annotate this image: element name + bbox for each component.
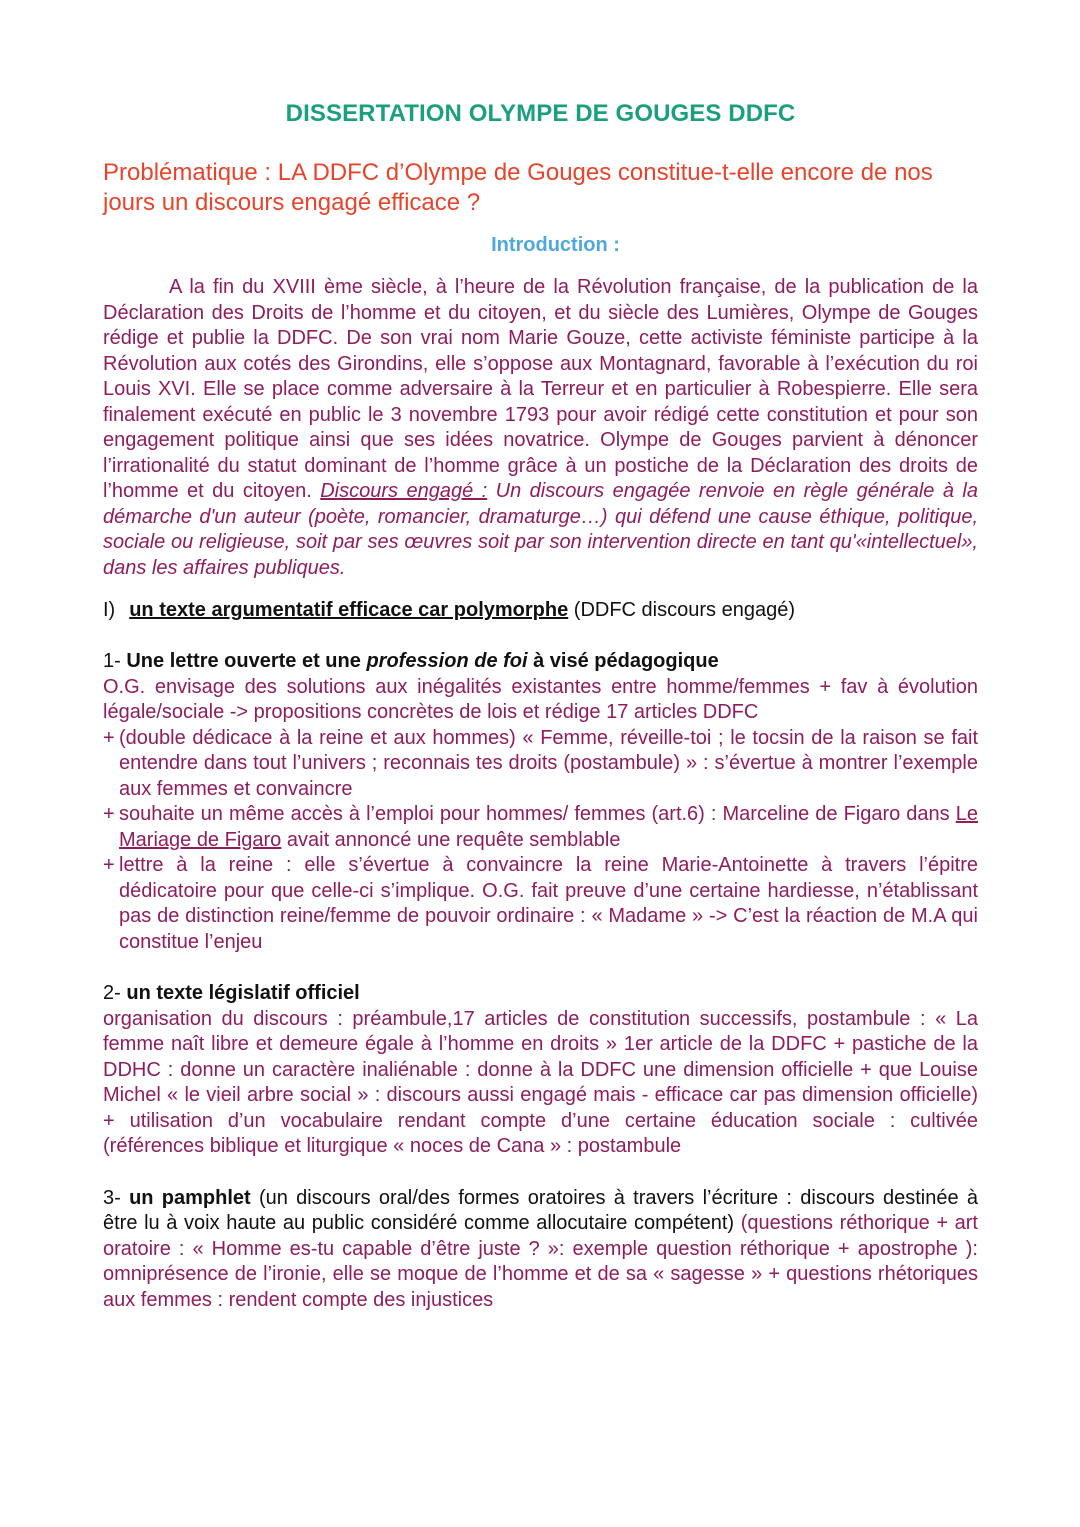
list-item-text: lettre à la reine : elle s’évertue à convaincre la reine Marie-Antoinette à travers l’épitre dédicatoire pour que celle-ci s’implique. O.G. fait preuve d’une certaine hardiesse, n’établissant pas de distinction reine/femme de pouvoir ordinaire : « Madame » -> C’est la réaction de M.A qui constitue l’enjeu: [119, 854, 978, 953]
subsection-1-title-em: profession de foi: [366, 650, 528, 672]
subsection-3-prefix: 3-: [103, 1186, 121, 1209]
list-item: [103, 726, 978, 803]
introduction-heading: Introduction :: [491, 234, 620, 256]
subsection-3-title-text: un pamphlet: [129, 1186, 251, 1209]
document-page: [103, 100, 978, 1339]
subsection-2-text: organisation du discours : préambule,17 articles de constitution successifs, postambule : « La femme naît libre et demeure égale à l’homme en droits » 1er article de la DDFC + pastiche de la DDHC : donne un caractère inaliénable : donne à la DDFC une dimension officielle + que Louise Michel « le vieil arbre social » : discours aussi engagé mais - efficace car pas dimension officielle) + utilisation d’un vocabulaire rendant compte d’une certaine éducation sociale : cultivée (références biblique et liturgique « noces de Cana » : postambule: [103, 1007, 978, 1157]
subsection-1-title-b: à visé pédagogique: [533, 650, 719, 672]
part1-title: un texte argumentatif efficace car polymorphe: [129, 599, 569, 621]
plus-symbol: +: [103, 803, 115, 825]
list-item: [103, 853, 978, 955]
subsection-2-prefix: 2-: [103, 982, 121, 1004]
list-item-text-b: avait annoncé une requête semblable: [286, 828, 621, 851]
subsection-2: [103, 981, 978, 1160]
subsection-3-text-a: (un discours oral/des formes oratoires à travers l’écriture : discours destinée à être lu à voix haute au public considéré comme allocutaire compétent): [103, 1186, 979, 1234]
part1-heading: [103, 599, 978, 622]
subsection-1-title: [103, 649, 978, 675]
part1-suffix: (DDFC discours engagé): [573, 599, 795, 621]
list-item-text-a: souhaite un même accès à l’emploi pour hommes/ femmes (art.6) : Marceline de Figaro dans: [119, 803, 950, 825]
part1-number: I): [103, 599, 116, 621]
work-title: Le Mariage de Figaro: [119, 803, 978, 851]
subsection-2-title: [103, 981, 978, 1007]
subsection-3-text-b: (questions réthorique + art oratoire : « Homme es-tu capable d’être juste ? »: exemple question réthorique + apostrophe ): omniprésence de l’ironie, elle se moque de l’homme et de sa « sagesse » + questions rhétoriques aux femmes : rendent compte des injustices: [103, 1212, 978, 1311]
introduction-text: A la fin du XVIII ème siècle, à l’heure de la Révolution française, de la publication de la Déclaration des Droits de l’homme et du citoyen, et du siècle des Lumières, Olympe de Gouges rédige et publie la DDFC. De son vrai nom Marie Gouze, cette activiste féministe participe à la Révolution aux cotés des Girondins, elle s’oppose aux Montagnard, favorable à l’exécution du roi Louis XVI. Elle se place comme adversaire à la Terreur et en particulier à Robespierre. Elle sera finalement exécuté en public le 3 novembre 1793 pour avoir rédigé cette constitution et pour son engagement politique ainsi que ses idées novatrice. Olympe de Gouges parvient à dénoncer l’irrationalité du statut dominant de l’homme grâce à un postiche de la Déclaration des droits de l’homme et du citoyen.: [103, 276, 978, 502]
subsection-1-lead: O.G. envisage des solutions aux inégalités existantes entre homme/femmes + fav à évolution légale/sociale -> propositions concrètes de lois et rédige 17 articles DDFC: [103, 675, 978, 723]
subsection-1-title-a: Une lettre ouverte et une: [126, 650, 361, 672]
plus-symbol: +: [103, 854, 115, 876]
subsection-3-title: [103, 1186, 978, 1314]
subsection-1-prefix: 1-: [103, 650, 121, 672]
subsection-2-title-text: un texte législatif officiel: [126, 982, 360, 1004]
document-title: DISSERTATION OLYMPE DE GOUGES DDFC: [285, 100, 796, 127]
problematique: Problématique : LA DDFC d’Olympe de Gouges constitue-t-elle encore de nos jours un discours engagé efficace ?: [103, 159, 933, 216]
definition-text: Un discours engagée renvoie en règle générale à la démarche d'un auteur (poète, romancier, dramaturge…) qui défend une cause éthique, politique, sociale ou religieuse, soit par ses œuvres soit par son intervention directe en tant qu'«intellectuel», dans les affaires publiques.: [103, 480, 978, 579]
subsection-3: [103, 1186, 978, 1314]
plus-symbol: +: [103, 726, 115, 749]
list-item: [103, 802, 978, 853]
introduction-paragraph: [103, 275, 978, 581]
introduction-section: [103, 275, 978, 581]
subsection-1: [103, 649, 978, 955]
list-item-text: (double dédicace à la reine et aux hommes) « Femme, réveille-toi ; le tocsin de la raison se fait entendre dans tout l’univers ; reconnais tes droits (postambule) » : s’évertue à montrer l’exemple aux femmes et convaincre: [119, 726, 978, 800]
list-item-text: [119, 802, 978, 853]
definition-label: Discours engagé :: [320, 480, 488, 502]
